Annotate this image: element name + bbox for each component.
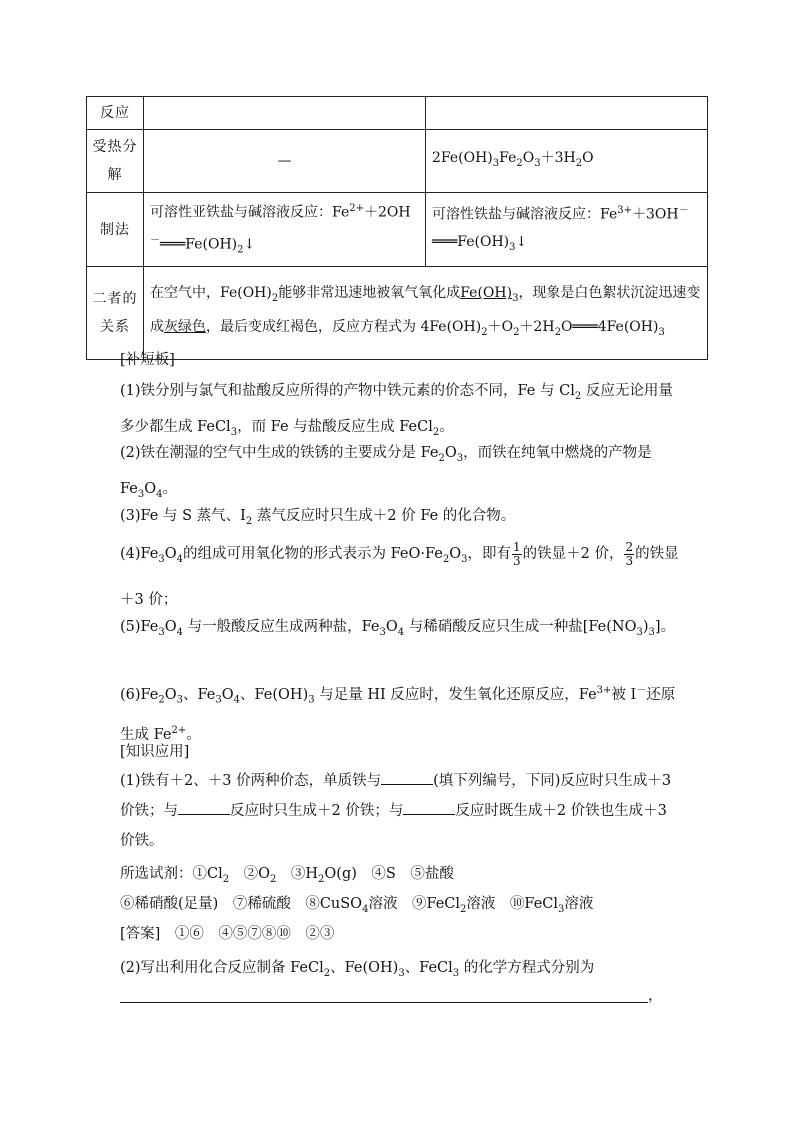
row-label: 受热分解 bbox=[87, 130, 144, 193]
supplement-item-3: (3)Fe 与 S 蒸气、$I_2$ 蒸气反应时只生成＋2 价 Fe 的化合物。 bbox=[120, 508, 516, 527]
supplement-item-1: (1)铁分别与氯气和盐酸反应所得的产物中铁元素的价态不同，Fe 与 $Cl_2$ 反应无论用量多少都生成 FeCl$_3$，而 Fe 与盐酸反应生成 FeCl$_2$。 bbox=[120, 383, 673, 438]
answer-blank-line bbox=[120, 1002, 648, 1003]
question-2: (2)写出利用化合反应制备 FeCl$_2$、$Fe(OH)_3$、FeCl$_3$ 的化学方程式分别为 bbox=[120, 960, 595, 979]
supplement-item-2: (2)铁在潮湿的空气中生成的铁锈的主要成分是 $Fe_2O_3$，而铁在纯氧中燃烧的产物是 $Fe_3O_4$。 bbox=[120, 445, 652, 500]
table-cell bbox=[426, 97, 708, 130]
application-heading: [知识应用] bbox=[120, 744, 190, 760]
table-row bbox=[87, 193, 708, 267]
reagent-list-1: 所选试剂：$①Cl_2$ $②O_2$ $③H_2O(g)$ ④S ⑤盐酸 bbox=[120, 866, 454, 885]
supplement-item-4: $(4)Fe_3O_4$的组成可用氧化物的形式表示为 $FeO\cdot Fe_2O_3$，即有 $\frac{1}{3}$ 的铁显＋2 价， $\frac{2}{3}$ 的铁显＋3 价； bbox=[120, 539, 679, 608]
answer-line bbox=[120, 918, 680, 950]
table-cell bbox=[144, 97, 426, 130]
supplement-item-5: $(5)Fe_3O_4$ 与一般酸反应生成两种盐，$Fe_3O_4$ 与稀硝酸反应只生成一种盐$[Fe(NO_3)_3]$。 bbox=[120, 619, 676, 638]
answer-value: ①⑥ ④⑤⑦⑧⑩ ②③ bbox=[174, 926, 335, 942]
row-label: 制法 bbox=[87, 193, 144, 267]
row-label: 二者的关系 bbox=[87, 267, 144, 360]
answer-label: [答案] bbox=[120, 926, 161, 942]
supplement-heading: [补短板] bbox=[120, 352, 175, 368]
table-row bbox=[87, 130, 708, 193]
supplement-item-6: $(6)Fe_2O_3$、$Fe_3O_4$、$Fe(OH)_3$ 与足量 HI 反应时，发生氧化还原反应，$Fe^{3+}$被 I－还原生成 $Fe^{2+}$。 bbox=[120, 685, 676, 743]
comparison-table bbox=[86, 96, 708, 360]
trailing-comma: ， bbox=[648, 988, 663, 1004]
question-1: (1)铁有＋2、＋3 价两种价态，单质铁与 (填下列编号，下同)反应时只生成＋3 价铁；与 反应时只生成＋2 价铁；与 反应时既生成＋2 价铁也生成＋3 价铁。 bbox=[120, 766, 680, 856]
table-cell: $2Fe(OH)_3Fe_2O_3+3H_2O$ bbox=[426, 130, 708, 193]
row-label: 反应 bbox=[87, 97, 144, 130]
reagent-list-2: ⑥稀硝酸(足量) ⑦稀硫酸 ⑧CuSO$_4$溶液 ⑨FeCl$_2$溶液 ⑩FeCl$_3$溶液 bbox=[120, 896, 594, 915]
table-row bbox=[87, 97, 708, 130]
table-cell: 在空气中，$Fe(OH)_2$能够非常迅速地被氧气氧化成$Fe(OH)_3$，现象是白色絮状沉淀迅速变成灰绿色，最后变成红褐色，反应方程式为 $4Fe(OH)_2+O_2+2H_2O═══4Fe(OH)_3$ bbox=[144, 267, 708, 360]
table-cell: 可溶性铁盐与碱溶液反应：$Fe^{3+}+3OH^-═══Fe(OH)_3↓$ bbox=[426, 193, 708, 267]
table-cell: 可溶性亚铁盐与碱溶液反应：$Fe^{2+}+2OH^-═══Fe(OH)_2↓$ bbox=[144, 193, 426, 267]
table-cell: — bbox=[144, 130, 426, 193]
